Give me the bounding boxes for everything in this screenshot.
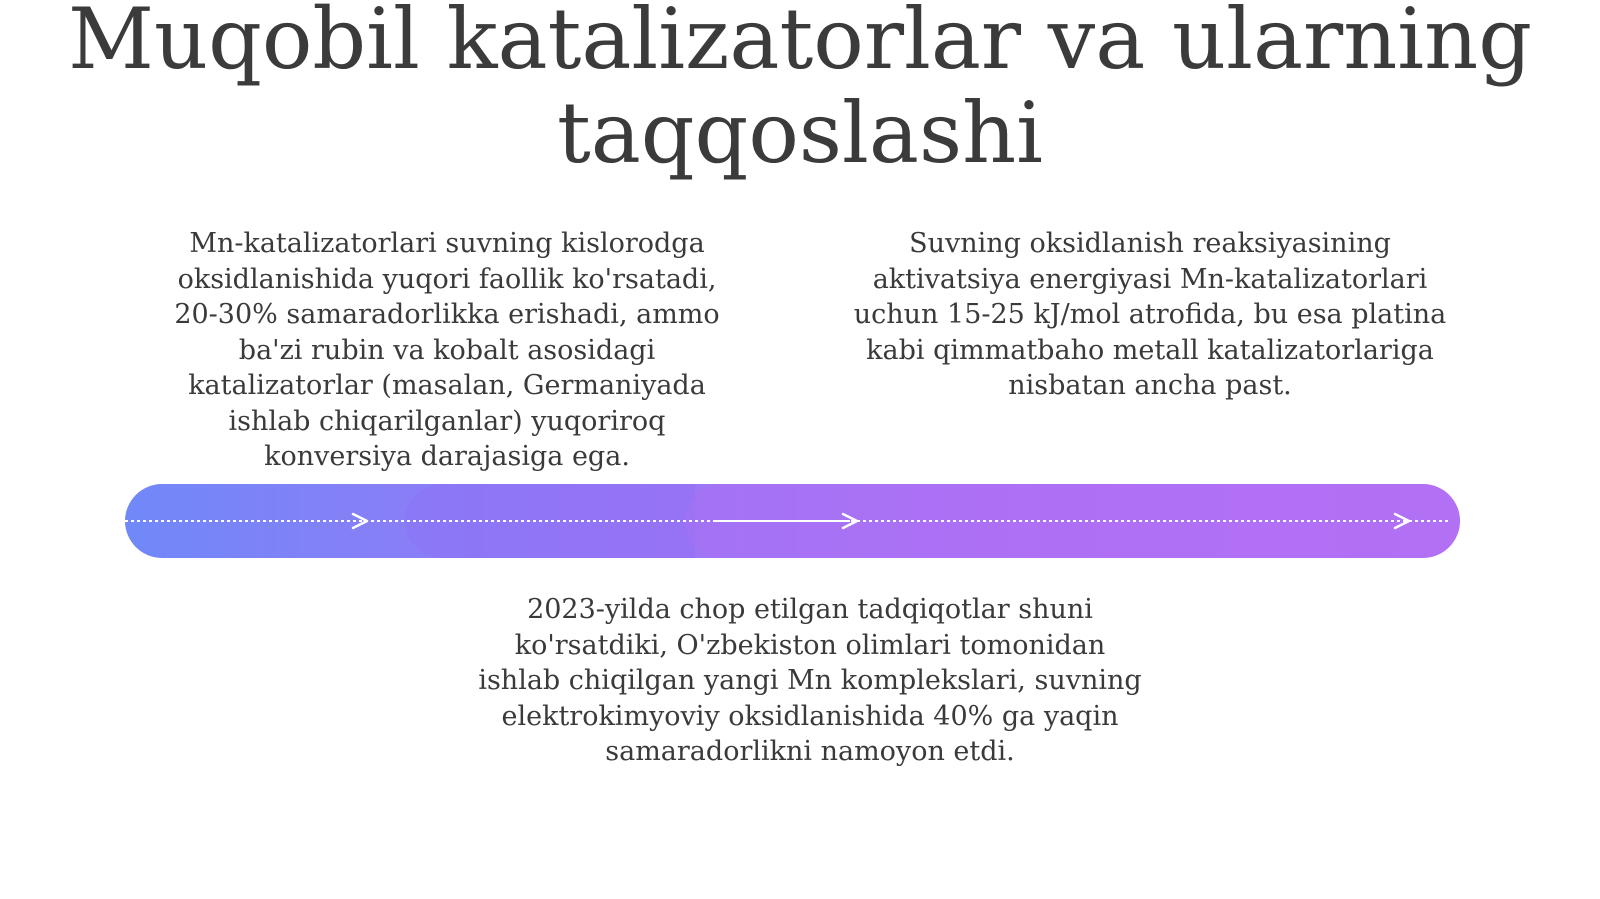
paragraph-right: Suvning oksidlanish reaksiyasining aktivatsiya energiyasi Mn-katalizatorlari uchun 15-25 kJ/mol atrofida, bu esa platina kabi qimmatbaho metall katalizatorlariga nisbatan ancha past. xyxy=(853,228,1447,401)
paragraph-bottom: 2023-yilda chop etilgan tadqiqotlar shuni ko'rsatdiki, O'zbekiston olimlari tomonidan ishlab chiqilgan yangi Mn komplekslari, suvning elektrokimyoviy oksidlanishida 40% ga yaqin samaradorlikni namoyon etdi. xyxy=(478,594,1142,767)
slide-title: Muqobil katalizatorlar va ularning taqqoslashi xyxy=(67,0,1533,182)
paragraph-left: Mn-katalizatorlari suvning kislorodga oksidlanishida yuqori faollik ko'rsatadi, 20-30% samaradorlikka erishadi, ammo ba'zi rubin va kobalt asosidagi katalizatorlar (masalan, Germaniyada ishlab chiqarilganlar) yuqoriroq konversiya darajasiga ega. xyxy=(174,228,720,472)
timeline-arrows xyxy=(125,484,1460,558)
timeline-bar xyxy=(125,484,1460,558)
